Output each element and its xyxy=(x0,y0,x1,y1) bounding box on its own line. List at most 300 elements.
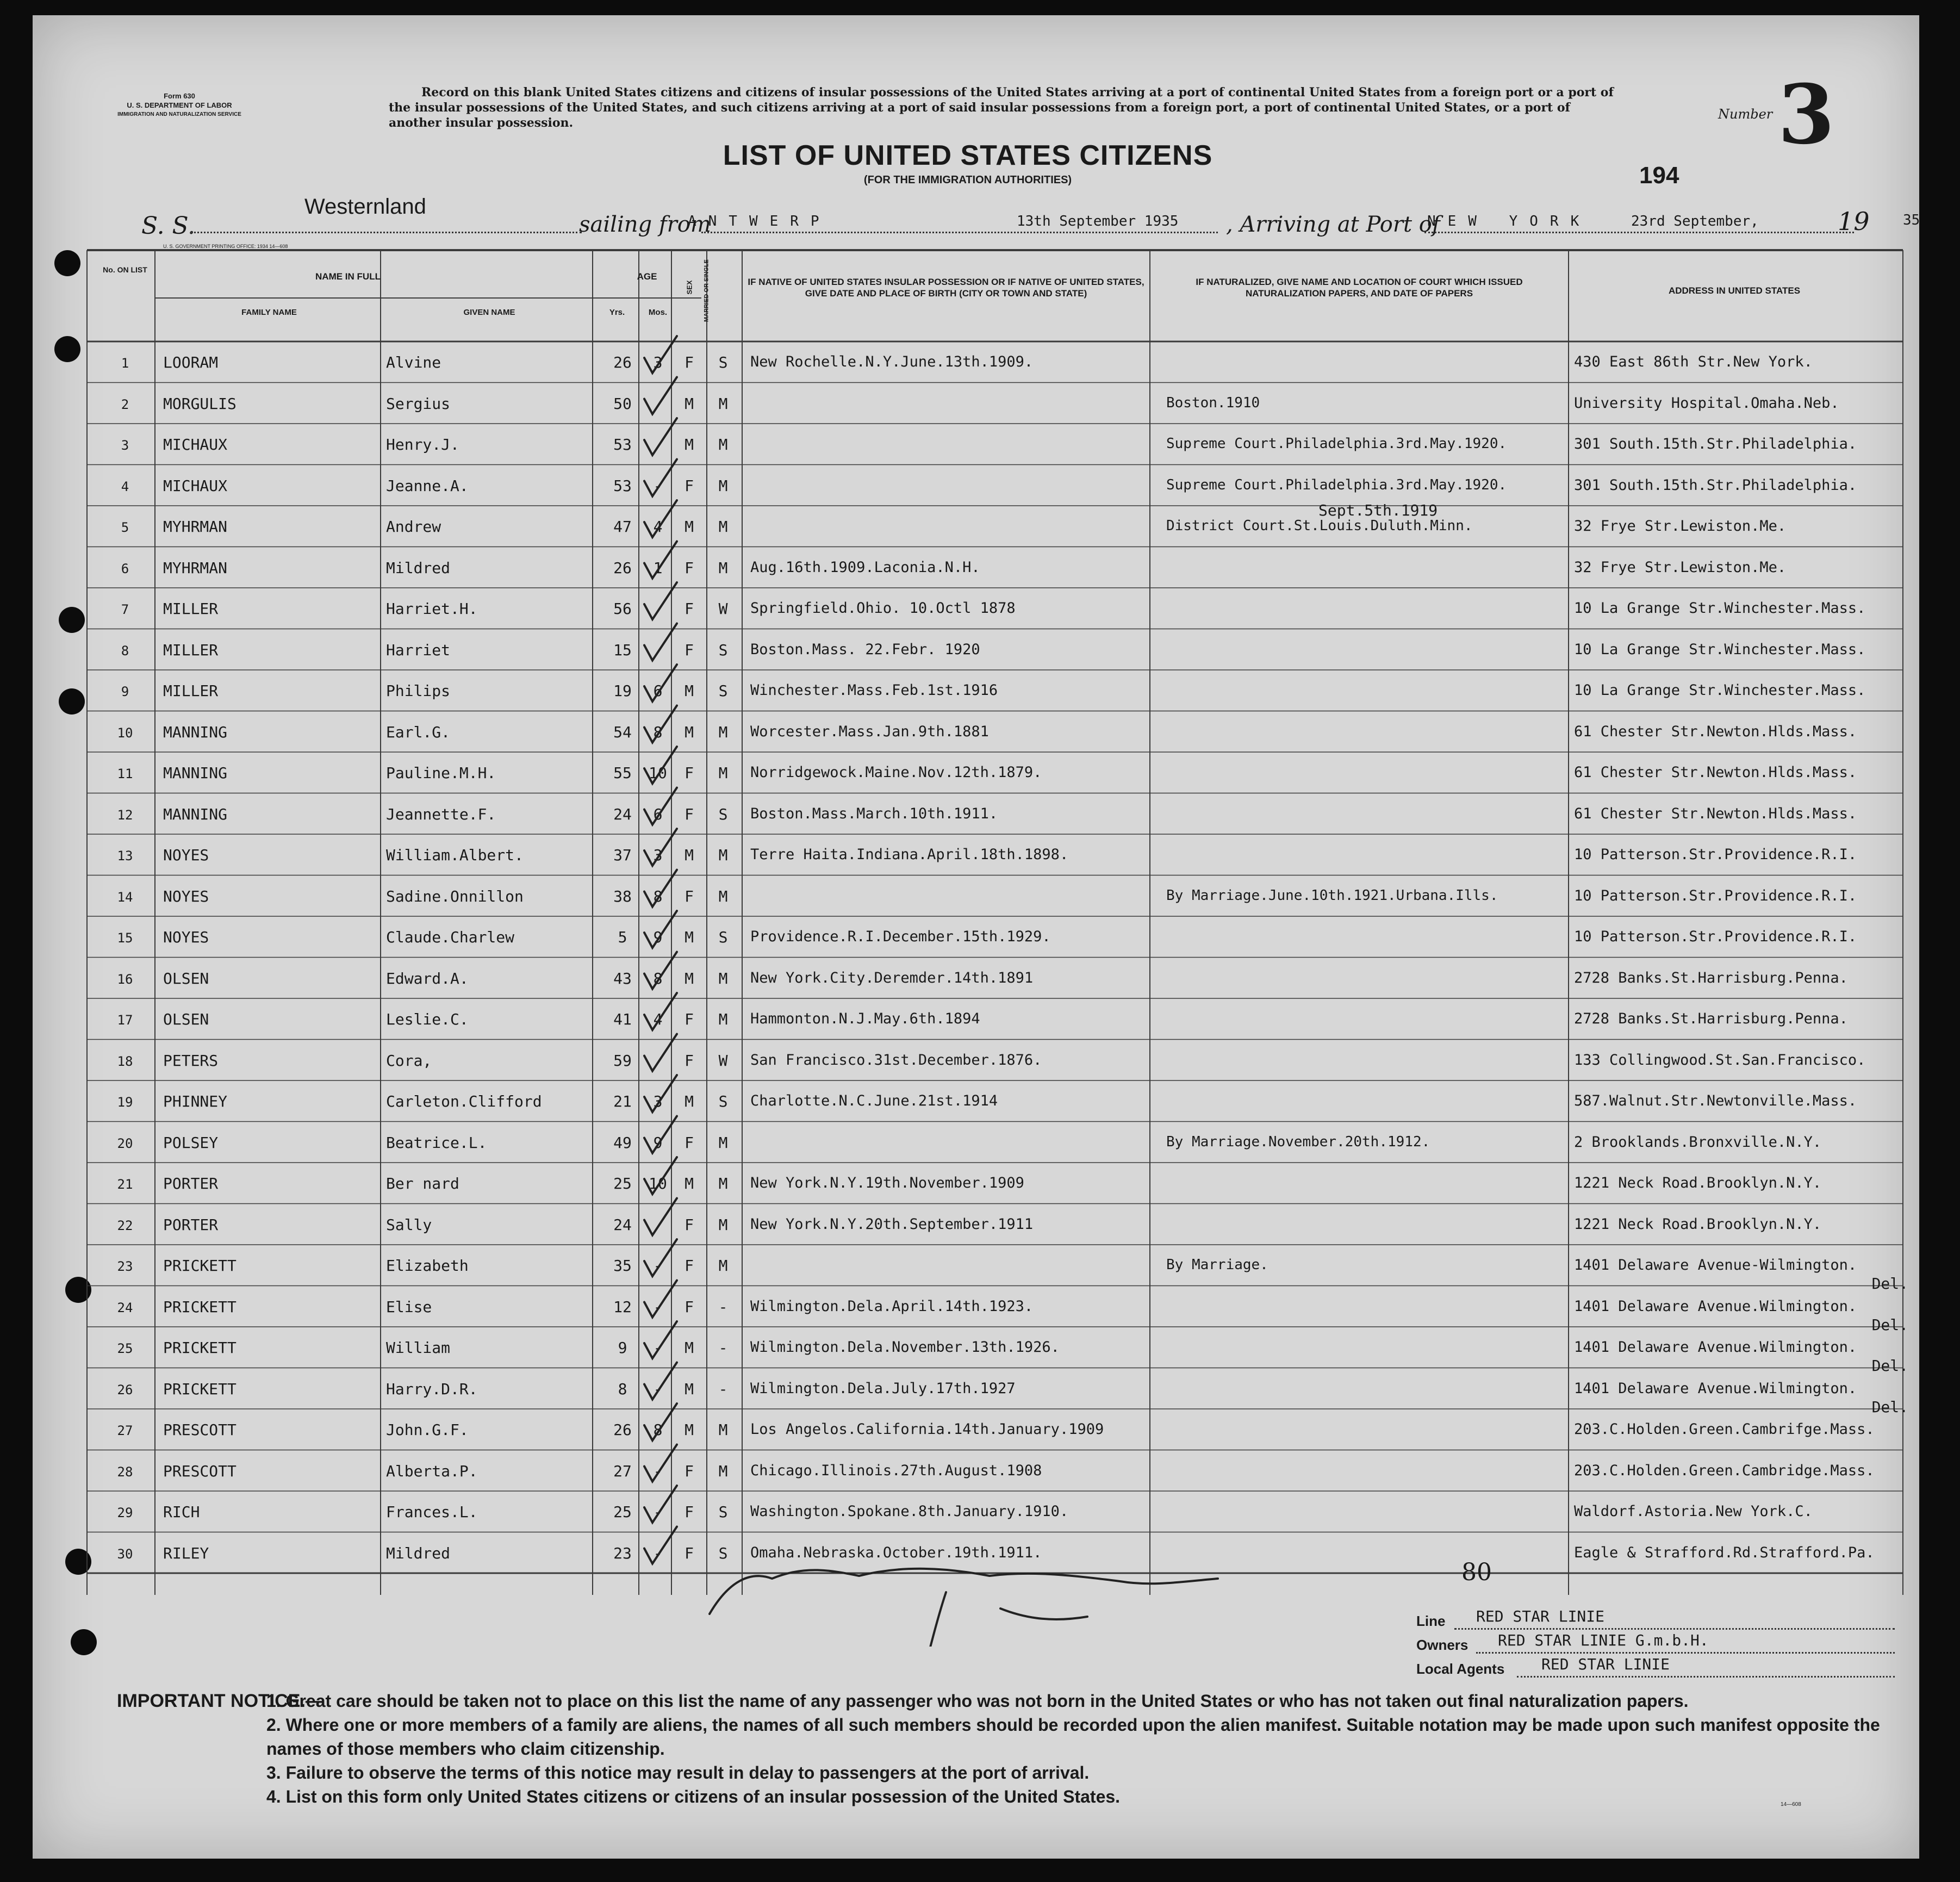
marital-status: S xyxy=(718,682,728,700)
col-married-single: MARRIED OR SINGLE xyxy=(703,259,710,322)
family-name: MANNING xyxy=(163,764,228,782)
given-name: Earl.G. xyxy=(386,723,451,741)
age-months: - xyxy=(653,1257,663,1275)
row-number: 13 xyxy=(117,848,133,864)
notice-item: 4. List on this form only United States citizens or citizens of an insular possession of the United States. xyxy=(266,1787,1121,1806)
birth-place-date: Wilmington.Dela.July.17th.1927 xyxy=(750,1380,1016,1397)
us-address: 1221 Neck Road.Brooklyn.N.Y. xyxy=(1574,1175,1822,1191)
sex: M xyxy=(685,394,694,413)
given-name: Mildred xyxy=(386,558,451,577)
given-name: Alberta.P. xyxy=(386,1462,478,1480)
us-address: 10 La Grange Str.Winchester.Mass. xyxy=(1574,682,1866,699)
naturalization-court: Supreme Court.Philadelphia.3rd.May.1920. xyxy=(1166,476,1507,493)
handwritten-marks xyxy=(33,15,1919,1647)
sex: F xyxy=(685,1503,694,1521)
us-address: 430 East 86th Str.New York. xyxy=(1574,353,1813,370)
list-number: 3 xyxy=(1778,67,1835,163)
age-years: 55 xyxy=(613,764,632,782)
age-years: 27 xyxy=(613,1462,632,1480)
printed-year: 194 xyxy=(1639,162,1679,189)
sex: M xyxy=(685,723,694,741)
sex: M xyxy=(685,1380,694,1398)
family-name: NOYES xyxy=(163,928,209,946)
us-address: University Hospital.Omaha.Neb. xyxy=(1574,394,1839,412)
birth-place-date: Terre Haita.Indiana.April.18th.1898. xyxy=(750,846,1069,863)
age-months: 3 xyxy=(653,1092,663,1110)
birth-place-date: Omaha.Nebraska.October.19th.1911. xyxy=(750,1544,1042,1561)
row-number: 24 xyxy=(117,1300,133,1315)
arrival-date: 23rd September, xyxy=(1631,213,1759,229)
form-number: Form 630 xyxy=(164,92,195,100)
family-name: MANNING xyxy=(163,723,228,741)
us-address: 203.C.Holden.Green.Cambridge.Mass. xyxy=(1574,1462,1875,1479)
family-name: OLSEN xyxy=(163,1010,209,1028)
us-address: 1401 Delaware Avenue-Wilmington. xyxy=(1574,1257,1857,1274)
col-mos: Mos. xyxy=(648,308,668,317)
age-years: 19 xyxy=(613,682,632,700)
row-number: 3 xyxy=(121,438,129,453)
birth-place-date: Springfield.Ohio. 10.Octl 1878 xyxy=(750,600,1016,617)
family-name: MICHAUX xyxy=(163,436,228,454)
given-name: Alvine xyxy=(386,353,441,371)
given-name: Carleton.Clifford xyxy=(386,1092,542,1110)
given-name: Harriet.H. xyxy=(386,600,478,618)
check-mark xyxy=(644,1445,677,1482)
printer-line: U. S. GOVERNMENT PRINTING OFFICE: 1934 14—608 xyxy=(163,244,288,249)
us-address: 1401 Delaware Avenue.Wilmington. xyxy=(1574,1380,1857,1397)
col-name-in-full: NAME IN FULL xyxy=(315,271,381,282)
sex: F xyxy=(685,1297,694,1316)
arriving-label: , Arriving at Port of xyxy=(1226,212,1440,237)
age-months: 8 xyxy=(653,969,663,987)
age-months: 6 xyxy=(653,805,663,823)
age-months: 8 xyxy=(653,887,663,905)
birth-place-date: Winchester.Mass.Feb.1st.1916 xyxy=(750,682,998,699)
age-years: 53 xyxy=(613,436,632,454)
marital-status: M xyxy=(718,394,728,413)
age-years: 56 xyxy=(613,600,632,618)
line-info xyxy=(1416,1607,1895,1679)
us-address-continuation: Del. xyxy=(1871,1275,1908,1293)
marital-status: M xyxy=(718,764,728,782)
row-number: 15 xyxy=(117,930,133,946)
sex: M xyxy=(685,1421,694,1439)
naturalization-court: By Marriage.November.20th.1912. xyxy=(1166,1133,1430,1150)
us-address: 1401 Delaware Avenue.Wilmington. xyxy=(1574,1297,1857,1315)
naturalization-date: Sept.5th.1919 xyxy=(1318,501,1438,519)
sex: F xyxy=(685,887,694,905)
sex: F xyxy=(685,1462,694,1480)
check-mark xyxy=(644,418,677,455)
given-name: William.Albert. xyxy=(386,846,524,864)
sex: M xyxy=(685,682,694,700)
given-name: Harriet xyxy=(386,641,451,659)
marital-status: S xyxy=(718,1503,728,1521)
row-number: 12 xyxy=(117,807,133,823)
sex: F xyxy=(685,1215,694,1234)
age-years: 35 xyxy=(613,1257,632,1275)
given-name: Elizabeth xyxy=(386,1257,469,1275)
arrival-port: NEW YORK xyxy=(1427,213,1591,229)
birth-place-date: New Rochelle.N.Y.June.13th.1909. xyxy=(750,353,1034,370)
age-months: - xyxy=(653,1503,663,1521)
row-number: 23 xyxy=(117,1259,133,1274)
age-months: 8 xyxy=(653,1421,663,1439)
owners-label: Owners xyxy=(1416,1637,1469,1653)
given-name: Elise xyxy=(386,1297,432,1316)
check-mark xyxy=(644,1198,677,1235)
family-name: MORGULIS xyxy=(163,394,237,413)
marital-status: S xyxy=(718,1544,728,1562)
birth-place-date: New York.N.Y.19th.November.1909 xyxy=(750,1175,1024,1191)
marital-status: M xyxy=(718,558,728,577)
given-name: Sally xyxy=(386,1215,432,1234)
birth-place-date: Worcester.Mass.Jan.9th.1881 xyxy=(750,723,989,740)
birth-place-date: Providence.R.I.December.15th.1929. xyxy=(750,928,1051,945)
sex: M xyxy=(685,846,694,864)
age-months: - xyxy=(653,476,663,495)
owners-value: RED STAR LINIE G.m.b.H. xyxy=(1498,1631,1709,1649)
family-name: PRESCOTT xyxy=(163,1421,237,1439)
check-mark xyxy=(644,788,677,825)
us-address: Waldorf.Astoria.New York.C. xyxy=(1574,1503,1813,1520)
us-address: 133 Collingwood.St.San.Francisco. xyxy=(1574,1051,1866,1069)
birth-place-date: Norridgewock.Maine.Nov.12th.1879. xyxy=(750,764,1042,781)
marital-status: S xyxy=(718,805,728,823)
age-months: - xyxy=(653,1380,663,1398)
family-name: MYHRMAN xyxy=(163,518,228,536)
service: IMMIGRATION AND NATURALIZATION SERVICE xyxy=(117,111,241,117)
marital-status: M xyxy=(718,436,728,454)
age-months: - xyxy=(653,1297,663,1316)
col-address: ADDRESS IN UNITED STATES xyxy=(1668,285,1801,296)
age-years: 21 xyxy=(613,1092,632,1110)
given-name: John.G.F. xyxy=(386,1421,469,1439)
us-address-continuation: Del. xyxy=(1871,1315,1908,1334)
row-number: 25 xyxy=(117,1341,133,1356)
signature-stroke xyxy=(924,1592,946,1647)
birth-place-date: New York.City.Deremder.14th.1891 xyxy=(750,969,1034,986)
naturalization-court: Supreme Court.Philadelphia.3rd.May.1920. xyxy=(1166,436,1507,452)
marital-status: M xyxy=(718,1010,728,1028)
given-name: Sergius xyxy=(386,394,451,413)
family-name: MICHAUX xyxy=(163,476,228,495)
notice-heading: IMPORTANT NOTICE.— xyxy=(117,1691,324,1711)
signature-stroke xyxy=(710,1569,1218,1614)
row-number: 11 xyxy=(117,766,133,781)
row-number: 7 xyxy=(121,602,129,617)
age-years: 26 xyxy=(613,558,632,577)
us-address: 32 Frye Str.Lewiston.Me. xyxy=(1574,518,1787,535)
marital-status: M xyxy=(718,887,728,905)
age-years: 47 xyxy=(613,518,632,536)
us-address-continuation: Del. xyxy=(1871,1397,1908,1416)
marital-status: S xyxy=(718,928,728,946)
check-mark xyxy=(644,952,677,989)
marital-status: W xyxy=(718,1051,728,1070)
us-address: 1221 Neck Road.Brooklyn.N.Y. xyxy=(1574,1215,1822,1233)
family-name: PORTER xyxy=(163,1175,219,1192)
col-birth: IF NATIVE OF UNITED STATES INSULAR POSSESSION OR IF NATIVE OF UNITED STATES, GIVE DATE AND PLACE OF BIRTH (CITY OR TOWN AND STATE) xyxy=(748,277,1144,299)
row-number: 30 xyxy=(117,1546,133,1562)
birth-place-date: Los Angelos.California.14th.January.1909 xyxy=(750,1421,1104,1438)
family-name: PRESCOTT xyxy=(163,1462,237,1480)
us-address: 10 Patterson.Str.Providence.R.I. xyxy=(1574,846,1857,863)
age-months: 3 xyxy=(653,846,663,864)
col-naturalized: IF NATURALIZED, GIVE NAME AND LOCATION OF COURT WHICH ISSUED NATURALIZATION PAPERS, AND DATE OF PAPERS xyxy=(1196,277,1523,299)
sex: M xyxy=(685,1339,694,1357)
us-address: 2728 Banks.St.Harrisburg.Penna. xyxy=(1574,969,1848,986)
sex: F xyxy=(685,1010,694,1028)
marital-status: M xyxy=(718,1257,728,1275)
age-years: 54 xyxy=(613,723,632,741)
row-number: 10 xyxy=(117,725,133,741)
us-address: Eagle & Strafford.Rd.Strafford.Pa. xyxy=(1574,1544,1875,1561)
check-mark xyxy=(644,993,677,1030)
family-name: MYHRMAN xyxy=(163,558,228,577)
given-name: Philips xyxy=(386,682,451,700)
sex: M xyxy=(685,518,694,536)
age-years: 12 xyxy=(613,1297,632,1316)
row-number: 6 xyxy=(121,561,129,576)
row-number: 20 xyxy=(117,1135,133,1151)
us-address: 61 Chester Str.Newton.Hlds.Mass. xyxy=(1574,764,1857,781)
birth-place-date: San Francisco.31st.December.1876. xyxy=(750,1051,1042,1069)
check-mark xyxy=(644,500,677,537)
row-number: 29 xyxy=(117,1505,133,1520)
row-number: 8 xyxy=(121,643,129,659)
given-name: Claude.Charlew xyxy=(386,928,515,946)
age-years: 15 xyxy=(613,641,632,659)
check-mark xyxy=(644,829,677,866)
check-mark xyxy=(644,1116,677,1153)
us-address: 301 South.15th.Str.Philadelphia. xyxy=(1574,476,1857,494)
marital-status: M xyxy=(718,723,728,741)
row-number: 21 xyxy=(117,1177,133,1192)
col-sex: SEX xyxy=(685,280,694,295)
age-years: 9 xyxy=(618,1339,627,1357)
row-number: 16 xyxy=(117,971,133,987)
row-number: 17 xyxy=(117,1013,133,1028)
given-name: Jeanne.A. xyxy=(386,476,469,495)
family-name: PHINNEY xyxy=(163,1092,228,1110)
given-name: Leslie.C. xyxy=(386,1010,469,1028)
us-address: 32 Frye Str.Lewiston.Me. xyxy=(1574,558,1787,576)
us-address: 1401 Delaware Avenue.Wilmington. xyxy=(1574,1339,1857,1356)
family-name: PRICKETT xyxy=(163,1257,237,1275)
marital-status: M xyxy=(718,518,728,536)
given-name: Sadine.Onnillon xyxy=(386,887,524,905)
age-months: - xyxy=(653,1462,663,1480)
row-number: 22 xyxy=(117,1218,133,1233)
age-months: 4 xyxy=(653,1010,663,1028)
us-address: 10 La Grange Str.Winchester.Mass. xyxy=(1574,600,1866,617)
sex: M xyxy=(685,436,694,454)
row-number: 14 xyxy=(117,889,133,905)
agents-value: RED STAR LINIE xyxy=(1541,1655,1670,1673)
check-mark xyxy=(644,377,677,414)
family-name: NOYES xyxy=(163,846,209,864)
age-months: 10 xyxy=(649,1175,667,1192)
birth-place-date: Hammonton.N.J.May.6th.1894 xyxy=(750,1010,980,1027)
check-mark xyxy=(644,459,677,496)
check-mark xyxy=(644,1157,677,1194)
age-years: 50 xyxy=(613,394,632,413)
sex: F xyxy=(685,1051,694,1070)
family-name: OLSEN xyxy=(163,969,209,987)
age-months: 8 xyxy=(653,723,663,741)
row-number: 2 xyxy=(121,396,129,412)
us-address: 61 Chester Str.Newton.Hlds.Mass. xyxy=(1574,723,1857,740)
check-mark xyxy=(644,911,677,948)
marital-status: - xyxy=(718,1339,728,1357)
age-years: 49 xyxy=(613,1133,632,1152)
birth-place-date: New York.N.Y.20th.September.1911 xyxy=(750,1215,1034,1233)
sex: F xyxy=(685,1544,694,1562)
page-title: LIST OF UNITED STATES CITIZENS xyxy=(723,140,1213,171)
given-name: Beatrice.L. xyxy=(386,1133,487,1152)
arrival-year-prefix: 19 xyxy=(1838,207,1870,236)
sex: M xyxy=(685,969,694,987)
age-months: 9 xyxy=(653,928,663,946)
row-number: 1 xyxy=(121,356,129,371)
sailing-from-label: sailing from xyxy=(579,212,711,237)
marital-status: M xyxy=(718,1421,728,1439)
ship-label: S. S. xyxy=(141,212,196,240)
line-value: RED STAR LINIE xyxy=(1476,1607,1605,1625)
us-address: 2728 Banks.St.Harrisburg.Penna. xyxy=(1574,1010,1848,1027)
age-years: 24 xyxy=(613,1215,632,1234)
us-address: 203.C.Holden.Green.Cambrifge.Mass. xyxy=(1574,1421,1875,1438)
birth-place-date: Wilmington.Dela.November.13th.1926. xyxy=(750,1339,1060,1356)
family-name: POLSEY xyxy=(163,1133,219,1152)
row-number: 18 xyxy=(117,1053,133,1069)
age-years: 38 xyxy=(613,887,632,905)
record-instruction: Record on this blank United States citizens and citizens of insular possessions of the United States arriving at a port of continental United States from a foreign port or a port of the insular possessions of the United States, and such citizens arriving at a port of said insular possessions from a foreign port, a port of continental United States, or a port of another insular possession. xyxy=(389,85,1614,130)
check-mark xyxy=(644,1363,677,1400)
sex: F xyxy=(685,641,694,659)
us-address-continuation: Del. xyxy=(1871,1357,1908,1375)
col-yrs: Yrs. xyxy=(609,308,625,317)
family-name: MILLER xyxy=(163,600,219,618)
marital-status: S xyxy=(718,353,728,371)
notice-item: 1. Great care should be taken not to place on this list the name of any passenger who was not born in the United States or who has not taken out final naturalization papers. xyxy=(266,1691,1689,1711)
number-label: Number xyxy=(1718,107,1773,122)
agents-label: Local Agents xyxy=(1416,1661,1505,1677)
family-name: MANNING xyxy=(163,805,228,823)
birth-place-date: Boston.Mass. 22.Febr. 1920 xyxy=(750,641,980,658)
age-months: - xyxy=(653,1339,663,1357)
row-number: 19 xyxy=(117,1095,133,1110)
marital-status: W xyxy=(718,600,728,618)
age-years: 26 xyxy=(613,353,632,371)
given-name: Andrew xyxy=(386,518,441,536)
sex: M xyxy=(685,928,694,946)
col-family-name: FAMILY NAME xyxy=(241,308,297,317)
birth-place-date: Washington.Spokane.8th.January.1910. xyxy=(750,1503,1069,1520)
notice-item: 2. Where one or more members of a family are aliens, the names of all such members should be recorded upon the alien manifest. Suitable notation may be made upon such manifest opposite the names of those members who claim citizenship. xyxy=(266,1715,1880,1759)
row-number: 5 xyxy=(121,520,129,535)
family-name: NOYES xyxy=(163,887,209,905)
sex: F xyxy=(685,805,694,823)
row-number: 4 xyxy=(121,479,129,494)
us-address: 61 Chester Str.Newton.Hlds.Mass. xyxy=(1574,805,1857,822)
family-name: PRICKETT xyxy=(163,1339,237,1357)
check-mark xyxy=(644,1239,677,1276)
family-name: LOORAM xyxy=(163,353,219,371)
birth-place-date: Aug.16th.1909.Laconia.N.H. xyxy=(750,558,980,576)
departure-port: ANTWERP xyxy=(688,213,831,229)
signature-stroke xyxy=(1000,1608,1087,1619)
sex: M xyxy=(685,1092,694,1110)
naturalization-court: District Court.St.Louis.Duluth.Minn. xyxy=(1166,518,1473,534)
sex: F xyxy=(685,558,694,577)
age-months: - xyxy=(653,1544,663,1562)
form-code: 14—608 xyxy=(1781,1802,1801,1808)
check-mark xyxy=(644,747,677,784)
ship-name: Westernland xyxy=(304,195,426,219)
row-number: 26 xyxy=(117,1382,133,1397)
age-years: 25 xyxy=(613,1175,632,1192)
family-name: RILEY xyxy=(163,1544,209,1562)
age-years: 41 xyxy=(613,1010,632,1028)
check-mark xyxy=(644,870,677,907)
age-years: 24 xyxy=(613,805,632,823)
given-name: Ber nard xyxy=(386,1175,459,1192)
given-name: Mildred xyxy=(386,1544,451,1562)
us-address: 10 Patterson.Str.Providence.R.I. xyxy=(1574,887,1857,904)
marital-status: - xyxy=(718,1380,728,1398)
us-address: 10 La Grange Str.Winchester.Mass. xyxy=(1574,641,1866,658)
sex: F xyxy=(685,600,694,618)
check-mark xyxy=(644,1321,677,1358)
check-mark xyxy=(644,624,677,661)
row-number: 28 xyxy=(117,1464,133,1480)
marital-status: M xyxy=(718,1175,728,1192)
page-subtitle: (FOR THE IMMIGRATION AUTHORITIES) xyxy=(863,174,1072,186)
marital-status: - xyxy=(718,1297,728,1316)
check-mark xyxy=(644,1034,677,1071)
given-name: Cora, xyxy=(386,1051,432,1070)
check-mark xyxy=(644,1075,677,1112)
arrival-year-suffix: 35 xyxy=(1903,212,1920,228)
check-mark xyxy=(644,582,677,619)
naturalization-court: Boston.1910 xyxy=(1166,394,1260,411)
family-name: MILLER xyxy=(163,682,219,700)
us-address: 587.Walnut.Str.Newtonville.Mass. xyxy=(1574,1092,1857,1109)
birth-place-date: Wilmington.Dela.April.14th.1923. xyxy=(750,1297,1034,1315)
sex: F xyxy=(685,1133,694,1152)
marital-status: S xyxy=(718,641,728,659)
given-name: Jeannette.F. xyxy=(386,805,496,823)
check-mark xyxy=(644,1403,677,1440)
marital-status: S xyxy=(718,1092,728,1110)
check-mark xyxy=(644,1527,677,1564)
age-years: 23 xyxy=(613,1544,632,1562)
manifest-sheet xyxy=(33,15,1919,1859)
family-name: MILLER xyxy=(163,641,219,659)
us-address: 301 South.15th.Str.Philadelphia. xyxy=(1574,436,1857,452)
age-years: 25 xyxy=(613,1503,632,1521)
check-mark xyxy=(644,1486,677,1523)
naturalization-court: By Marriage.June.10th.1921.Urbana.Ills. xyxy=(1166,887,1498,904)
sex: M xyxy=(685,1175,694,1192)
given-name: Pauline.M.H. xyxy=(386,764,496,782)
department: U. S. DEPARTMENT OF LABOR xyxy=(127,101,232,109)
age-months: 9 xyxy=(653,1133,663,1152)
family-name: PRICKETT xyxy=(163,1380,237,1398)
check-mark xyxy=(644,664,677,701)
